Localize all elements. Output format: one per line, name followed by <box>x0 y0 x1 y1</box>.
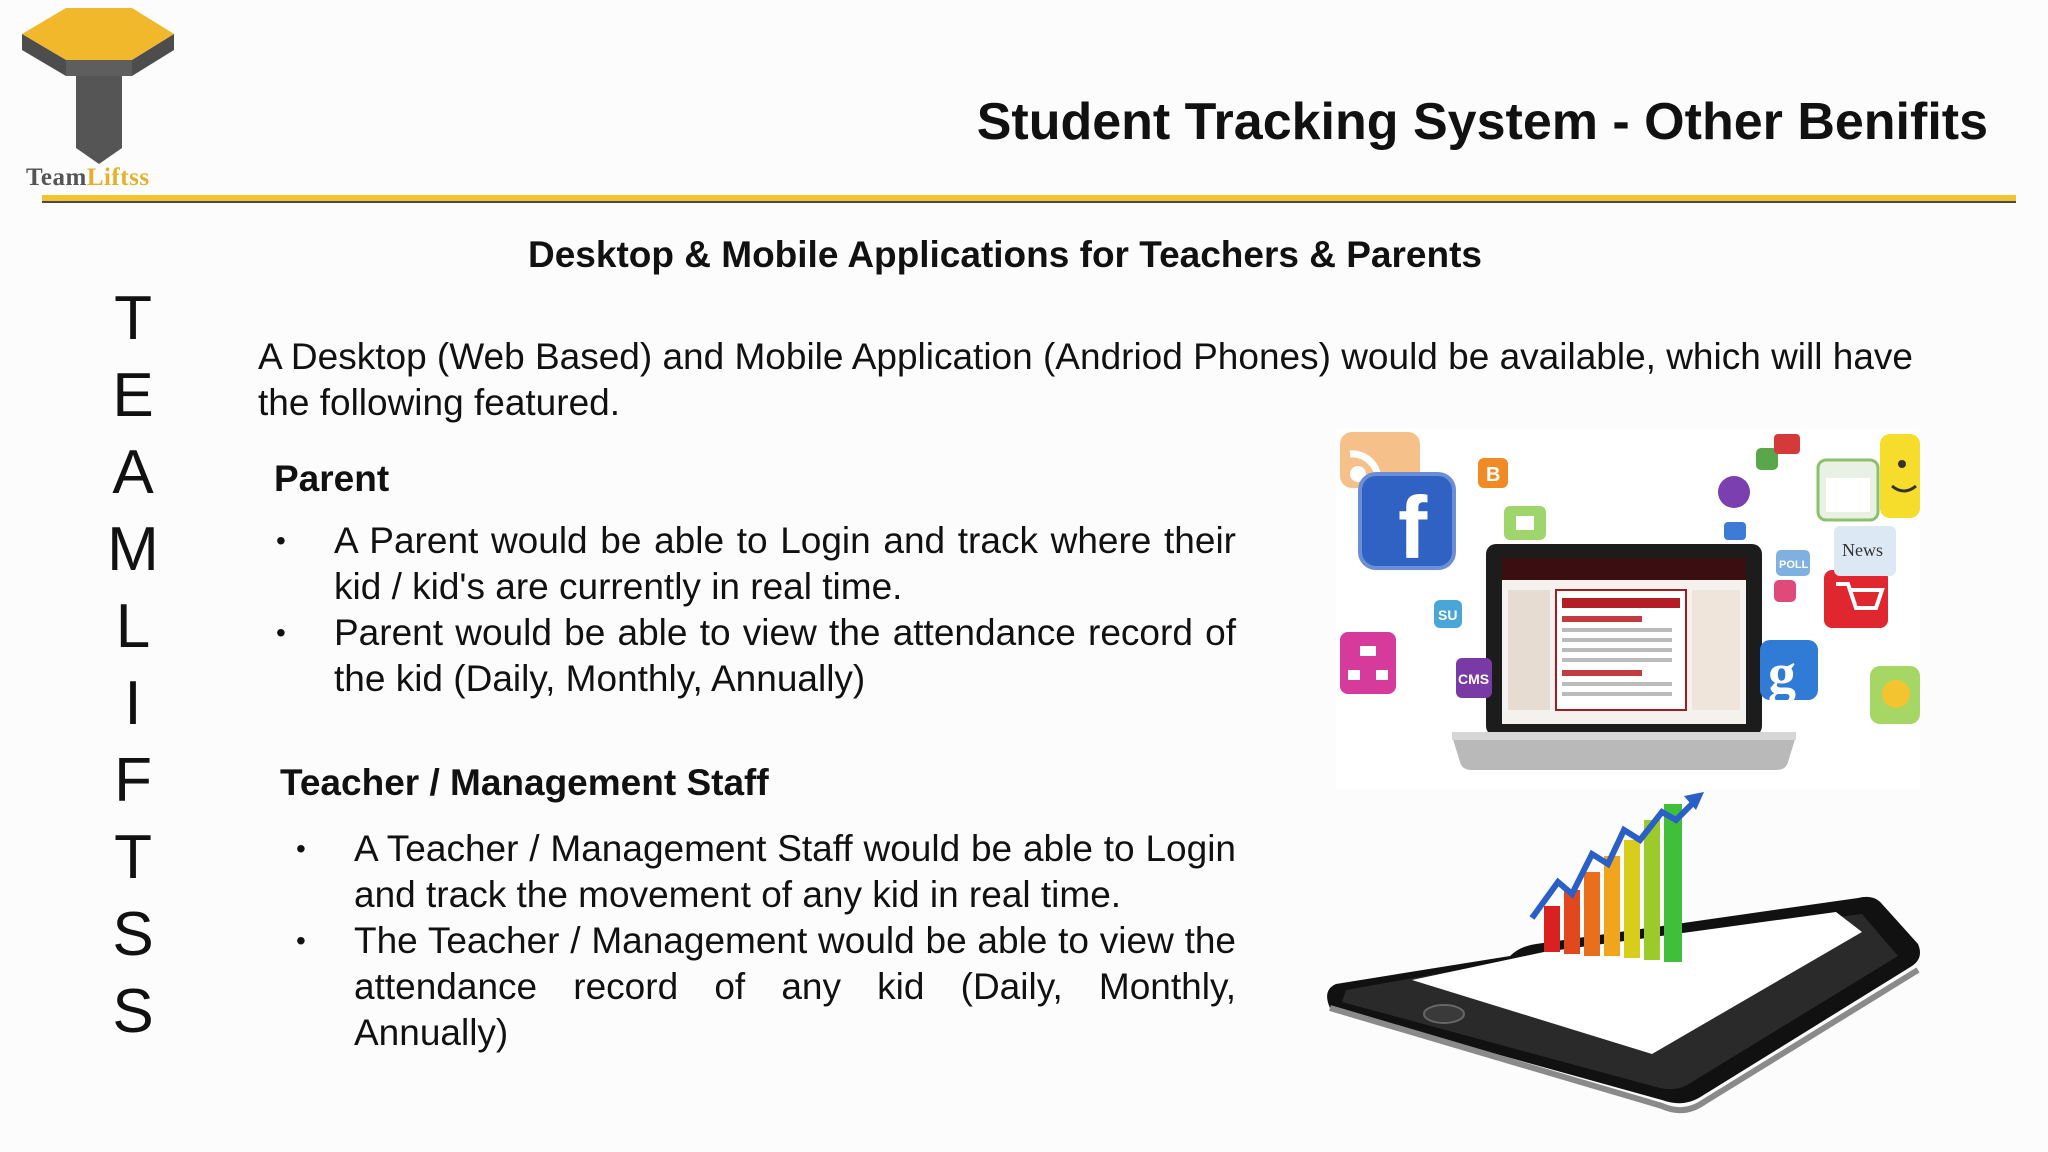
facebook-icon <box>1360 474 1454 577</box>
intro-paragraph: A Desktop (Web Based) and Mobile Application (Andriod Phones) would be available, which will have the following featured. <box>258 336 1913 423</box>
header-rule-dark <box>42 201 2016 203</box>
slide-title: Student Tracking System - Other Benifits <box>976 93 1988 151</box>
calendar-icon <box>1818 460 1878 520</box>
vertical-letter: S <box>112 977 154 1046</box>
stumbleupon-icon <box>1434 600 1462 628</box>
parent-bullet-list <box>276 518 1236 702</box>
vertical-letter: L <box>115 592 151 661</box>
svg-text:POLL: POLL <box>1779 559 1809 571</box>
list-item: • A Parent would be able to Login and track where their kid / kid's are currently in real time. <box>276 520 1236 607</box>
teacher-heading: Teacher / Management Staff <box>280 762 769 803</box>
vertical-letter: S <box>112 900 154 969</box>
svg-text:SU: SU <box>1438 607 1458 623</box>
smiley-icon <box>1880 434 1920 518</box>
slide-subtitle: Desktop & Mobile Applications for Teachers & Parents <box>528 234 1482 275</box>
list-item: • Parent would be able to view the attendance record of the kid (Daily, Monthly, Annually) <box>276 612 1236 699</box>
google-icon <box>1760 640 1818 705</box>
lock-icon <box>1504 506 1546 540</box>
svg-text:f: f <box>1398 478 1428 577</box>
phone-chart-illustration <box>1322 790 1922 1130</box>
cart-icon <box>1824 570 1888 628</box>
svg-text:g: g <box>1768 643 1796 705</box>
vertical-brand-letters <box>98 280 168 1050</box>
vertical-letter: E <box>112 361 154 430</box>
parent-heading: Parent <box>274 458 390 499</box>
list-item: • The Teacher / Management would be able to view the attendance record of any kid (Daily, Monthly, Annually) <box>296 920 1236 1053</box>
vertical-letter: M <box>107 515 159 584</box>
list-item: • A Teacher / Management Staff would be able to Login and track the movement of any kid in real time. <box>296 828 1236 915</box>
svg-text:CMS: CMS <box>1458 671 1490 687</box>
bird-icon <box>1870 666 1920 724</box>
teacher-bullet-list <box>296 826 1236 1056</box>
svg-text:News: News <box>1842 540 1883 560</box>
sitemap-icon <box>1340 632 1396 694</box>
news-icon <box>1834 526 1896 576</box>
logo-text: TeamLiftss <box>26 164 150 191</box>
laptop-icon <box>1452 544 1796 770</box>
laptop-apps-illustration <box>1336 430 1920 800</box>
svg-text:B: B <box>1486 464 1501 486</box>
vertical-letter: F <box>114 746 152 815</box>
vertical-letter: T <box>114 823 152 892</box>
blogger-icon <box>1478 458 1508 488</box>
vertical-letter: A <box>112 438 154 507</box>
cms-icon <box>1456 658 1492 698</box>
vertical-letter: I <box>124 669 142 738</box>
vertical-letter: T <box>114 284 152 353</box>
